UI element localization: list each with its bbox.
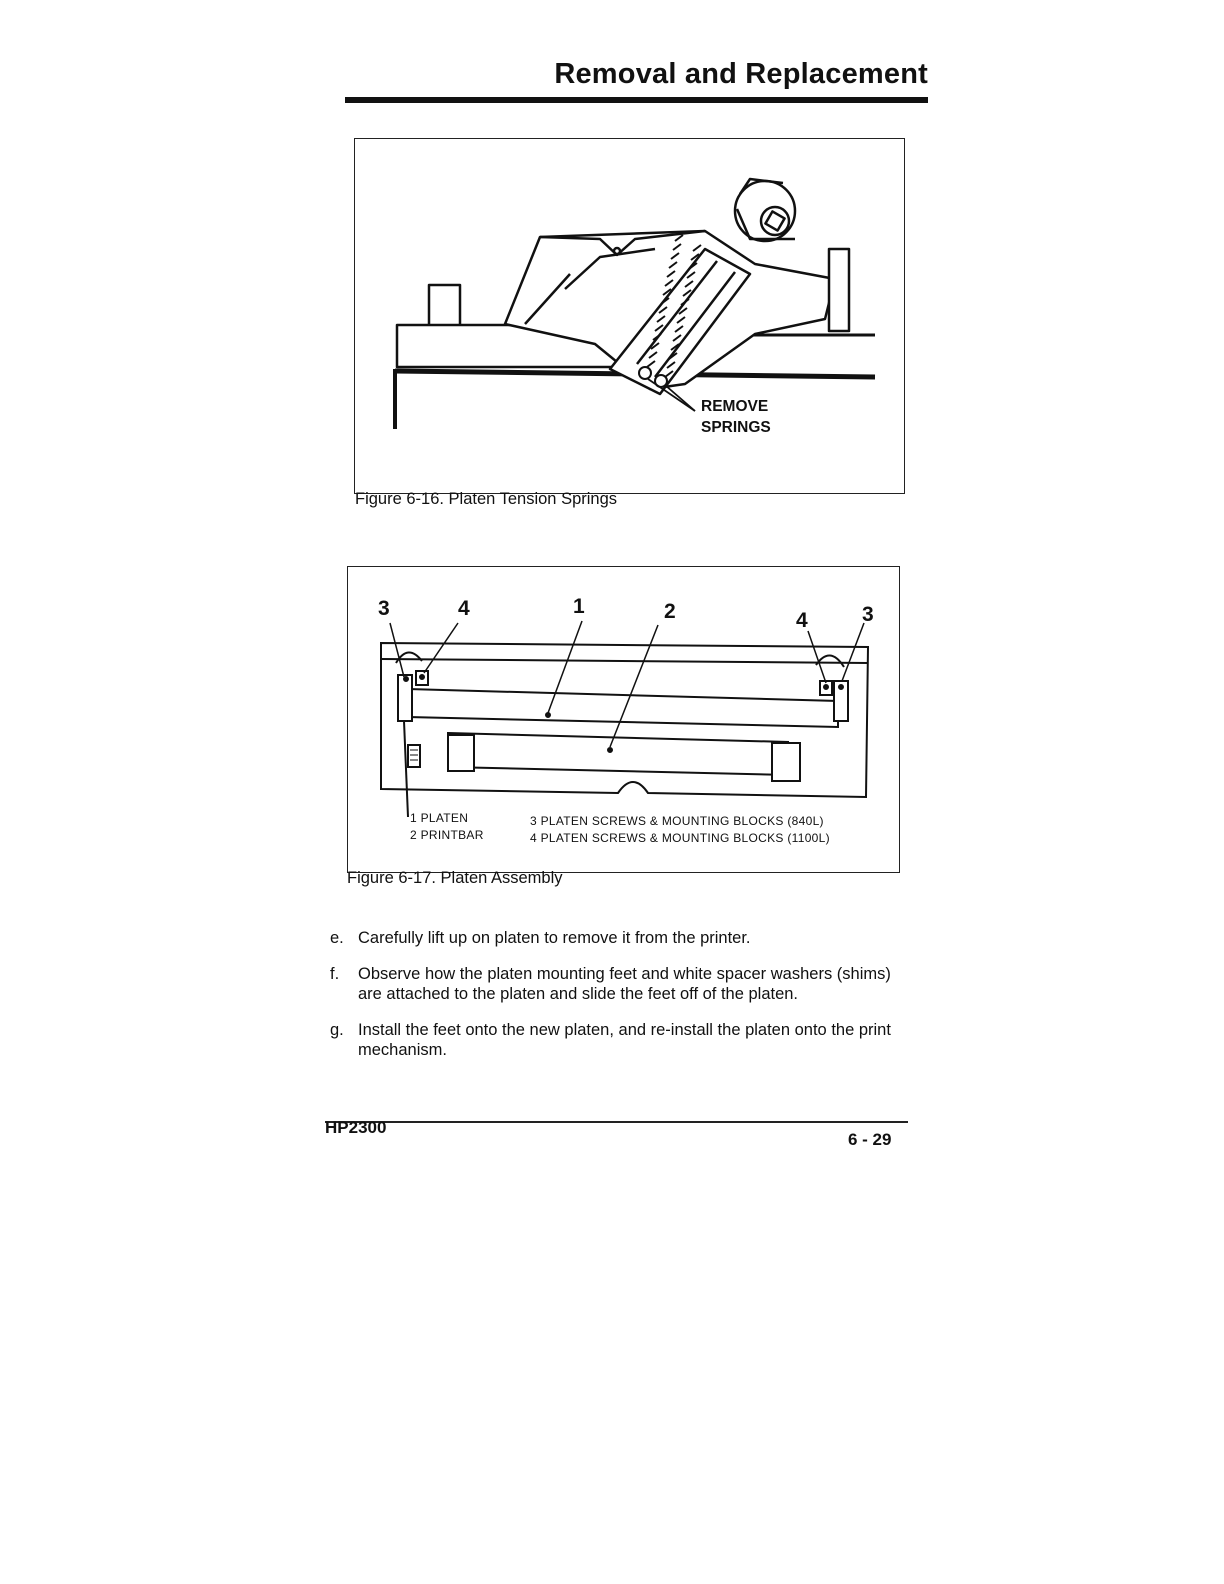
callout-number: 3 <box>378 597 390 620</box>
remove-springs-callout <box>701 396 771 438</box>
callout-number: 1 <box>573 595 585 618</box>
legend-item: 2 PRINTBAR <box>410 828 484 842</box>
step-item <box>330 1020 915 1060</box>
step-letter: f. <box>330 965 340 983</box>
legend-item: 3 PLATEN SCREWS & MOUNTING BLOCKS (840L) <box>530 814 824 828</box>
legend-item: 4 PLATEN SCREWS & MOUNTING BLOCKS (1100L) <box>530 831 830 845</box>
callout-number: 3 <box>862 603 874 626</box>
step-text: Install the feet onto the new platen, and re-install the platen onto the print mechanism. <box>358 1021 891 1059</box>
callout-number: 2 <box>664 600 676 623</box>
title-rule <box>345 97 928 103</box>
legend-column-left <box>410 810 484 844</box>
footer-model: HP2300 <box>325 1118 387 1137</box>
figure-platen-tension-springs <box>354 138 905 494</box>
figure-caption: Figure 6-16. Platen Tension Springs <box>355 490 618 508</box>
platen-tension-springs-drawing <box>355 139 904 493</box>
step-item <box>330 964 915 1004</box>
figure-caption: Figure 6-17. Platen Assembly <box>347 869 563 887</box>
page-title: Removal and Replacement <box>554 58 928 90</box>
step-letter: e. <box>330 929 344 947</box>
footer-rule <box>325 1121 908 1123</box>
procedure-steps <box>330 928 915 1076</box>
step-text: Observe how the platen mounting feet and white spacer washers (shims) are attached to the platen and slide the feet off of the platen. <box>358 965 891 1003</box>
legend-item: 1 PLATEN <box>410 811 469 825</box>
callout-number: 4 <box>796 609 808 632</box>
step-item <box>330 928 915 948</box>
callout-number: 4 <box>458 597 470 620</box>
figure-platen-assembly <box>347 566 900 873</box>
legend-column-right <box>530 813 830 847</box>
callout-line-springs: SPRINGS <box>701 419 771 436</box>
callout-line-remove: REMOVE <box>701 398 769 415</box>
footer-page-number: 6 - 29 <box>848 1130 892 1149</box>
step-text: Carefully lift up on platen to remove it from the printer. <box>358 929 751 947</box>
step-letter: g. <box>330 1021 344 1039</box>
